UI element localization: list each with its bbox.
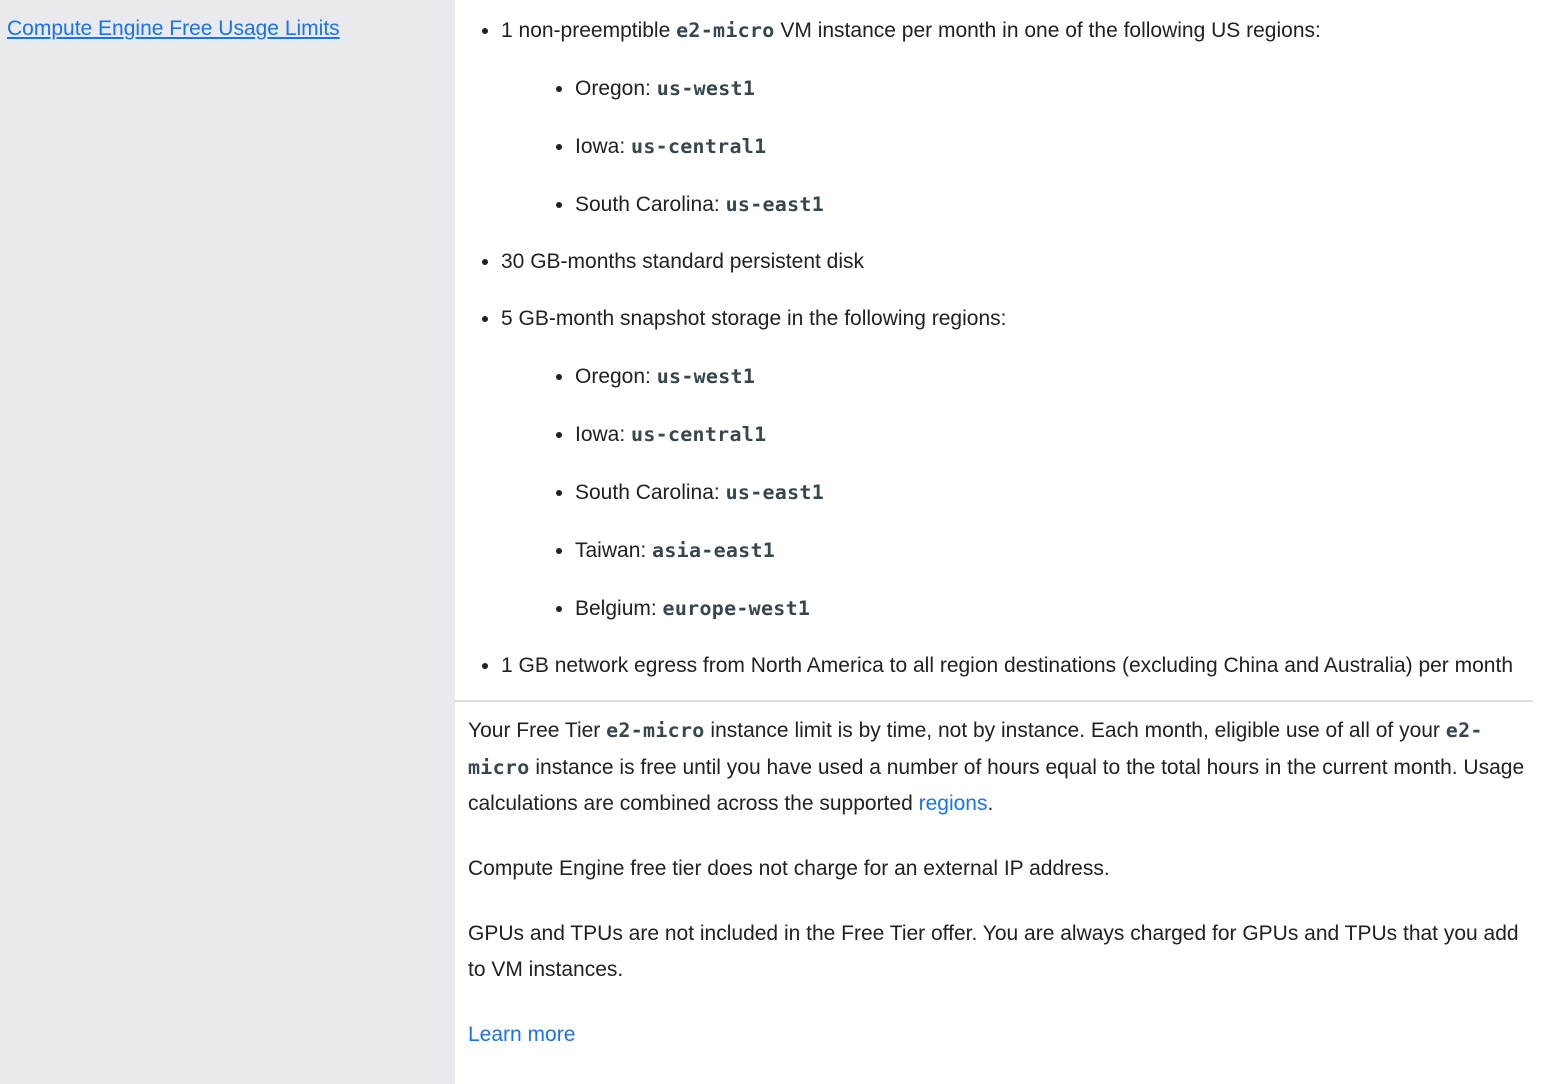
code-span: asia-east1 — [652, 538, 776, 562]
text-run: Compute Engine free tier does not charge for an external IP address. — [468, 857, 1110, 880]
region-list-item — [575, 590, 1533, 627]
region-sublist — [501, 358, 1533, 627]
code-span: us-east1 — [725, 480, 825, 504]
code-span: us-central1 — [631, 134, 767, 158]
usage-limit-item — [501, 244, 1533, 280]
notes-section — [468, 712, 1533, 988]
text-run: Oregon: — [575, 365, 657, 388]
text-run: Belgium: — [575, 597, 663, 620]
region-sublist — [501, 70, 1533, 223]
section-divider — [455, 700, 1533, 702]
text-run: South Carolina: — [575, 193, 726, 216]
text-run: 1 non-preemptible — [501, 19, 677, 42]
usage-limit-item — [501, 301, 1533, 627]
regions-link[interactable]: regions — [918, 792, 988, 815]
usage-limit-item — [501, 648, 1533, 684]
text-run: Oregon: — [575, 77, 657, 100]
text-run: VM instance per month in one of the following US regions: — [774, 19, 1321, 42]
note-paragraph — [468, 916, 1533, 988]
region-list-item — [575, 416, 1533, 453]
code-span: e2-micro — [676, 18, 775, 42]
region-list-item — [575, 358, 1533, 395]
text-run: Taiwan: — [575, 539, 653, 562]
text-run: Your Free Tier — [468, 719, 607, 742]
text-run: GPUs and TPUs are not included in the Free Tier offer. You are always charged for GPUs and TPUs that you add to VM instances. — [468, 922, 1519, 981]
note-paragraph — [468, 712, 1533, 822]
region-list-item — [575, 532, 1533, 569]
text-run: instance is free until you have used a number of hours equal to the total hours in the current month. Usage calculations are combined across the supported — [468, 756, 1525, 815]
service-header-cell — [0, 0, 455, 1084]
code-span: us-east1 — [725, 192, 825, 216]
limits-content-cell — [455, 0, 1542, 1084]
text-run: 30 GB-months standard persistent disk — [501, 250, 865, 273]
code-span: e2-micro — [468, 718, 1483, 779]
learn-more-link[interactable]: Learn more — [468, 1023, 576, 1046]
code-span: us-central1 — [631, 422, 767, 446]
compute-engine-free-usage-limits-link[interactable]: Compute Engine Free Usage Limits — [7, 17, 340, 40]
text-run: 1 GB network egress from North America to all region destinations (excluding China and Australia) per month — [501, 654, 1513, 677]
learn-more-row — [468, 1017, 1533, 1053]
usage-limits-list — [468, 12, 1533, 684]
region-list-item — [575, 186, 1533, 223]
code-span: us-west1 — [656, 76, 756, 100]
region-list-item — [575, 128, 1533, 165]
text-run: Iowa: — [575, 135, 632, 158]
region-list-item — [575, 70, 1533, 107]
code-span: e2-micro — [606, 718, 705, 742]
text-run: instance limit is by time, not by instance. Each month, eligible use of all of your — [704, 719, 1446, 742]
usage-limit-item — [501, 12, 1533, 223]
text-run: . — [987, 792, 994, 815]
code-span: us-west1 — [656, 364, 756, 388]
text-run: South Carolina: — [575, 481, 726, 504]
code-span: europe-west1 — [662, 596, 811, 620]
region-list-item — [575, 474, 1533, 511]
text-run: 5 GB-month snapshot storage in the following regions: — [501, 307, 1007, 330]
note-paragraph — [468, 851, 1533, 887]
text-run: Iowa: — [575, 423, 632, 446]
